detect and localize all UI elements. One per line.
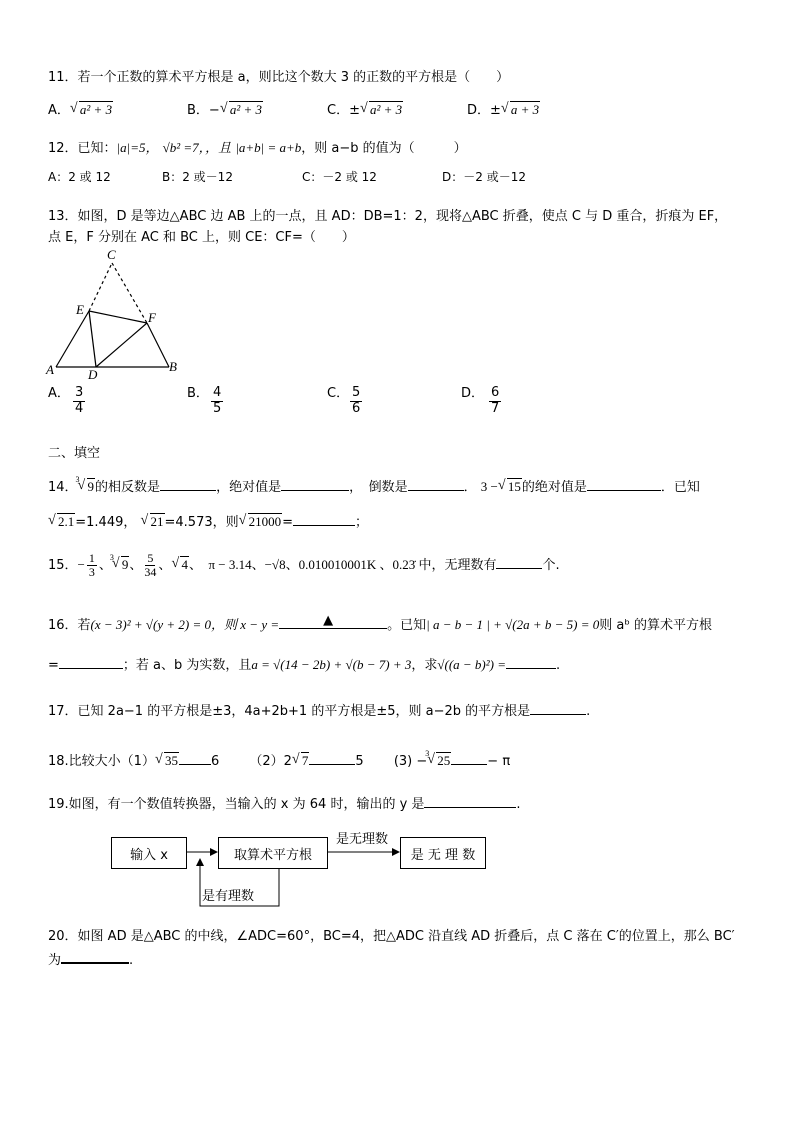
q13-option-c-frac: 5 6 [352, 385, 361, 416]
q12-option-c: C：－2 或 12 [302, 170, 377, 184]
q18-line: 18.比较大小（1）√ 35 6 （2）2√ 7 5 (3) − √ 3 25 − π [48, 752, 510, 770]
q13-option-b-frac: 4 5 [213, 385, 222, 416]
flow-box-input: 输入 x [111, 837, 187, 869]
q11-option-b: B．−√ a² + 3 [187, 102, 263, 119]
q14-line2: √ 2.1=1.449， √ 21=4.573，则√ 21000= ； [48, 513, 368, 531]
q13-line2: 点 E，F 分别在 AC 和 BC 上，则 CE：CF=（ ） [48, 230, 355, 245]
label-b: B [169, 359, 177, 374]
label-a: A [46, 362, 54, 377]
label-d: D [88, 367, 98, 381]
flow-box-sqrt: 取算术平方根 [218, 837, 328, 869]
q13-option-d-label: D． [461, 386, 485, 401]
q13-line1: 13．如图，D 是等边△ABC 边 AB 上的一点，且 AD：DB=1：2，现将△ABC 折叠，使点 C 与 D 重合，折痕为 EF， [48, 209, 728, 224]
q20-line2: 为 . [48, 950, 133, 969]
q11-option-c: C．±√ a² + 3 [327, 102, 403, 119]
q13-triangle-figure [44, 246, 194, 381]
q13-option-a-label: A． [48, 386, 70, 401]
flow-label-rational: 是有理数 [202, 889, 255, 904]
flow-box-output: 是 无 理 数 [400, 837, 486, 869]
q11-stem: 11．若一个正数的算术平方根是 a，则比这个数大 3 的正数的平方根是（ ） [48, 70, 510, 85]
q12-option-a: A：2 或 12 [48, 170, 111, 184]
q20-line1: 20．如图 AD 是△ABC 的中线，∠ADC=60°，BC=4，把△ADC 沿直线 AD 折叠后，点 C 落在 C′的位置上，那么 BC′ [48, 929, 735, 944]
q17-line: 17．已知 2a−1 的平方根是±3，4a+2b+1 的平方根是±5，则 a−2b 的平方根是 . [48, 704, 591, 719]
section-heading: 二、填空 [48, 446, 101, 461]
q12-stem: 12．已知：|a|=5， √b² =7，，且 |a+b| = a+b，则 a−b 的值为（ ） [48, 140, 467, 156]
q12-option-b: B：2 或－12 [162, 170, 233, 184]
q12-option-d: D：－2 或－12 [442, 170, 526, 184]
q11-option-d: D．±√ a + 3 [467, 102, 540, 119]
q15-line: 15．− $\frac{1}{3}$ 、 √ 3 9、 $\frac{5}{34}$ 、√ 4、 π − 3.14、−√8、0.010010001K 、0.23̇ 中，无理数有 个. [48, 552, 560, 579]
q16-line2: = ；若 a、b 为实数，且a = √(14 − 2b) + √(b − 7) + 3，求√((a − b)²) = . [48, 657, 561, 673]
q19-line: 19.如图，有一个数值转换器，当输入的 x 为 64 时，输出的 y 是 . [48, 797, 521, 812]
flow-label-irrational: 是无理数 [336, 832, 389, 847]
q11-option-a: A．√ a² + 3 [48, 102, 113, 119]
q13-option-d-frac: 6 7 [491, 385, 500, 416]
q13-option-b-label: B． [187, 386, 209, 401]
label-f: F [148, 310, 156, 325]
label-e: E [76, 302, 84, 317]
label-c: C [107, 247, 116, 262]
q13-option-a-frac: 3 4 [75, 385, 84, 416]
q13-option-c-label: C． [327, 386, 350, 401]
q14-line1: 14． √ 3 9的相反数是 ，绝对值是 ， 倒数是 ． 3 −√ 15的绝对值是 ．已知 [48, 478, 700, 496]
q16-line1: 16．若(x − 3)² + √(y + 2) = 0，则 x − y = ▲ 。已知| a − b − 1 | + √(2a + b − 5) = 0则 aᵇ 的算术平方根 [48, 613, 713, 633]
